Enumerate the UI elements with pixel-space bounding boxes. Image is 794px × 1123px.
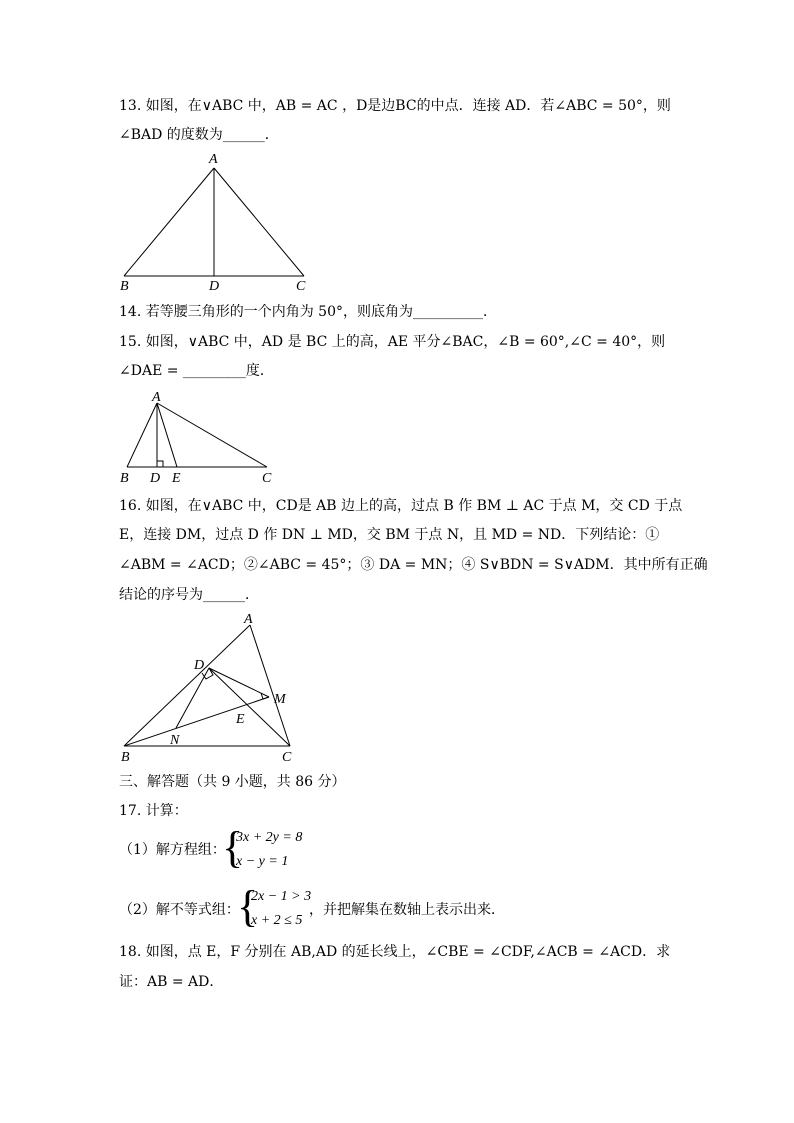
q17-part1-label: （1）解方程组：: [119, 842, 226, 858]
q15-figure: [112, 388, 282, 488]
q15-label-c: C: [262, 471, 272, 486]
q14-line1: 14. 若等腰三角形的一个内角为 50°，则底角为__________．: [119, 304, 497, 320]
q17-part2-label: （2）解不等式组：: [119, 902, 240, 918]
q18-line2: 证：AB = AD．: [119, 974, 224, 990]
q16-label-a: A: [244, 612, 253, 627]
q16-label-d: D: [194, 658, 205, 673]
q16-line4: 结论的序号为______．: [119, 587, 259, 603]
q16-line2: E，连接 DM，过点 D 作 DN ⊥ MD，交 BM 于点 N，且 MD = ND．下列结论：①: [119, 527, 660, 543]
q17-part2-eq1: 2x − 1 > 3: [251, 889, 312, 904]
q17-part1-eq1: 3x + 2y = 8: [236, 830, 303, 845]
q15-label-b: B: [120, 471, 129, 486]
q13-line2: ∠BAD 的度数为______．: [119, 127, 279, 143]
q17-part1-brace: {: [222, 823, 244, 872]
q15-label-e: E: [172, 471, 181, 486]
q16-label-m: M: [274, 692, 286, 707]
q17-part1-eq2: x − y = 1: [236, 854, 289, 869]
q16-label-b: B: [121, 750, 130, 765]
section3-heading: 三、解答题（共 9 小题，共 86 分）: [119, 774, 346, 790]
q15-line2: ∠DAE = _________度．: [119, 363, 274, 379]
q13-label-a: A: [209, 152, 218, 167]
q15-label-d: D: [150, 471, 161, 486]
q16-line1: 16. 如图，在∨ABC 中，CD是 AB 边上的高，过点 B 作 BM ⊥ AC 于点 M，交 CD 于点: [119, 498, 683, 514]
q13-label-d: D: [209, 279, 220, 294]
q13-figure: [112, 150, 322, 295]
q16-label-e: E: [236, 712, 245, 727]
q15-line1: 15. 如图，∨ABC 中，AD 是 BC 上的高，AE 平分∠BAC，∠B = 60°,∠C = 40°，则: [119, 334, 666, 350]
q13-line1: 13. 如图，在∨ABC 中，AB = AC ，D是边BC的中点．连接 AD．若∠ABC = 50°，则: [119, 98, 671, 114]
q13-label-c: C: [296, 279, 306, 294]
q16-label-c: C: [282, 750, 292, 765]
q18-line1: 18. 如图，点 E，F 分别在 AB,AD 的延长线上，∠CBE = ∠CDF,∠ACB = ∠ACD．求: [119, 944, 671, 960]
q17-part2-tail: ，并把解集在数轴上表示出来．: [309, 902, 505, 918]
q17-part2-brace: {: [237, 882, 259, 931]
q17-part2-eq2: x + 2 ≤ 5: [251, 913, 303, 928]
q16-label-n: N: [170, 733, 180, 748]
q17-title: 17. 计算：: [119, 803, 188, 819]
q16-line3: ∠ABM = ∠ACD；②∠ABC = 45°；③ DA = MN；④ S∨BDN = S∨ADM．其中所有正确: [119, 557, 708, 573]
q15-label-a: A: [152, 390, 161, 405]
q13-label-b: B: [120, 279, 129, 294]
q16-figure: [112, 610, 312, 770]
